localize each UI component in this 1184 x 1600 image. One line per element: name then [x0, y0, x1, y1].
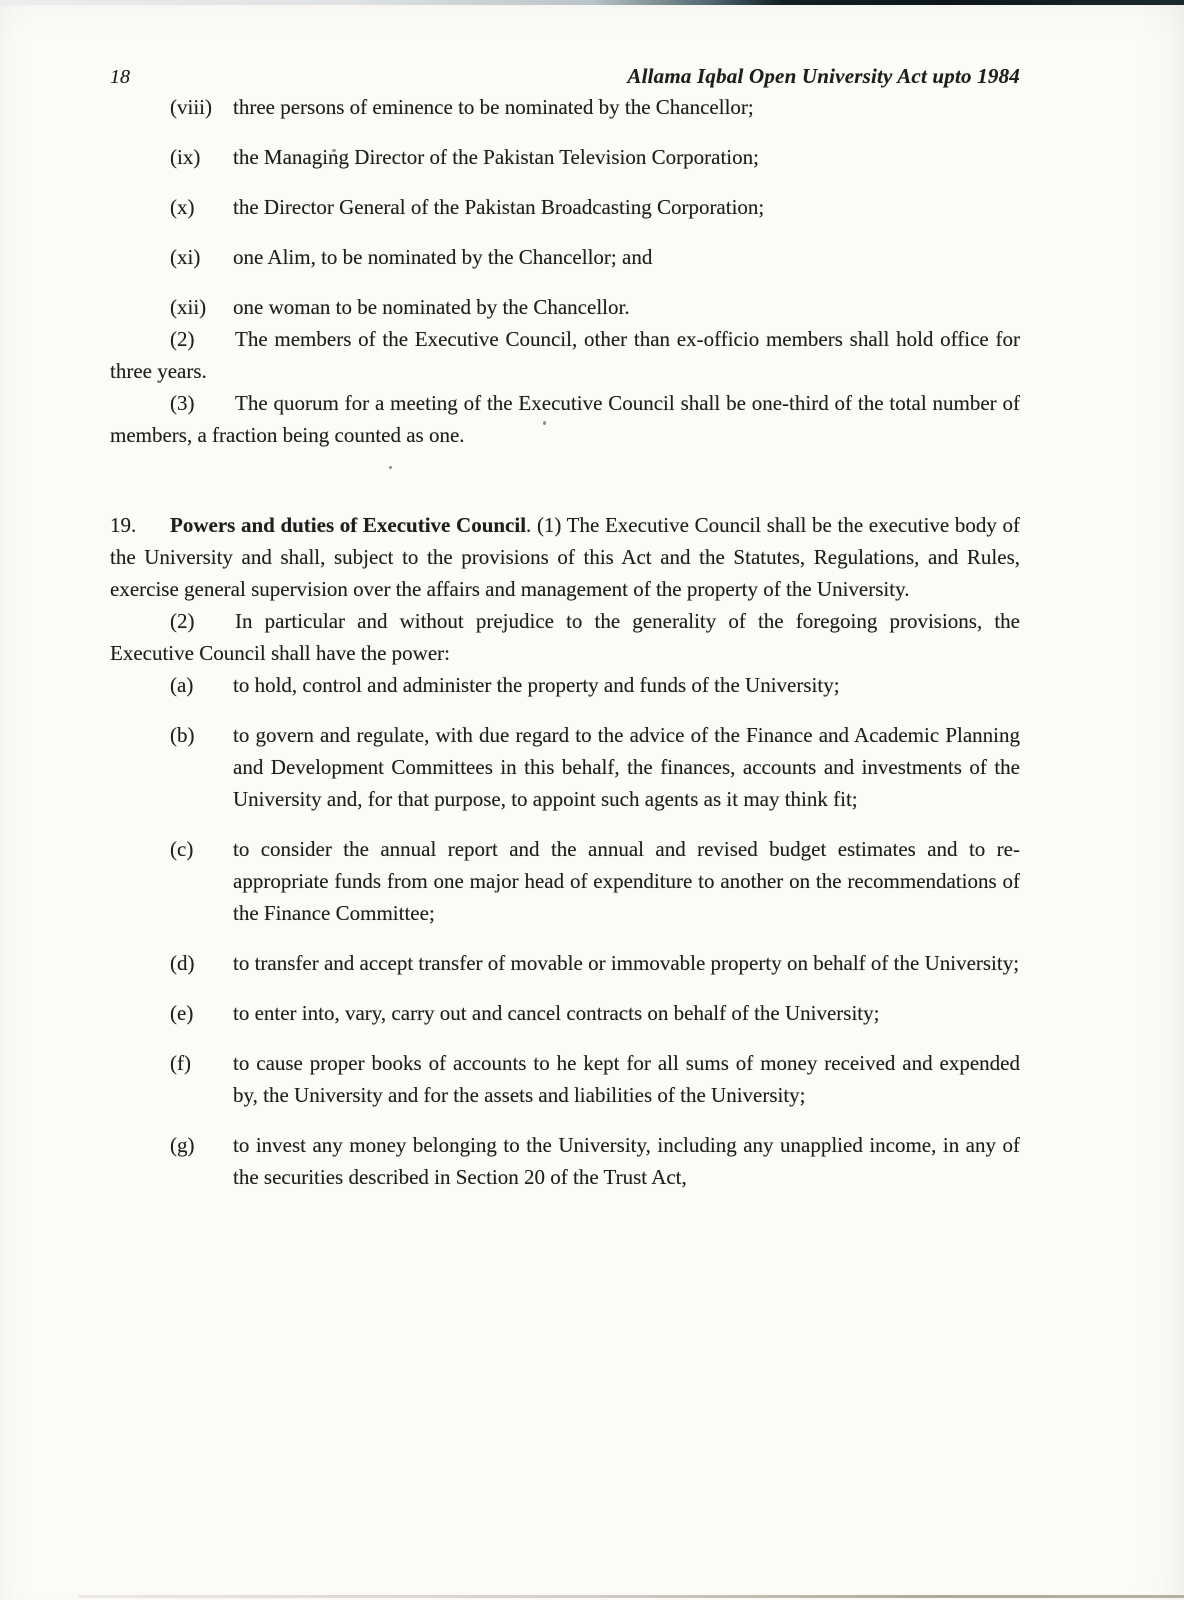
- page-content: [110, 62, 1020, 1193]
- paragraph-members-tenure: [110, 323, 1020, 387]
- list-item-text: three persons of eminence to be nominated by the Chancellor;: [233, 95, 754, 119]
- page-number: 18: [110, 66, 130, 88]
- list-item-label: (x): [170, 195, 195, 219]
- list-item-text: to cause proper books of accounts to he kept for all sums of money received and expended by, the University and for the assets and liabilities of the University;: [233, 1051, 1020, 1107]
- list-item: [110, 191, 1020, 223]
- list-item: [110, 669, 1020, 701]
- section-number: 19.: [110, 513, 137, 537]
- list-item-label: (a): [170, 673, 194, 697]
- list-item: [110, 833, 1020, 929]
- list-item-text: the Managing Director of the Pakistan Television Corporation;: [233, 145, 759, 169]
- list-item-text: to enter into, vary, carry out and cancel contracts on behalf of the University;: [233, 1001, 880, 1025]
- list-item-label: (xii): [170, 295, 207, 319]
- list-item: [110, 291, 1020, 323]
- section-body-text: . (1) The Executive Council shall be the executive body of the University and shall, subject to the provisions of this Act and the Statutes, Regulations, and Rules, exercise general supervision over the affairs and management of the property of the University.: [110, 513, 1021, 601]
- list-item: [110, 997, 1020, 1029]
- paragraph-quorum: [110, 387, 1020, 451]
- list-item-text: the Director General of the Pakistan Broadcasting Corporation;: [233, 195, 765, 219]
- list-item-label: (ix): [170, 145, 201, 169]
- list-item-text: to govern and regulate, with due regard to the advice of the Finance and Academic Planning and Development Committees in this behalf, the finances, accounts and investments of the University and, for that purpose, to appoint such agents as it may think fit;: [233, 723, 1020, 811]
- list-item: [110, 1129, 1020, 1193]
- list-item-label: (g): [170, 1133, 195, 1157]
- list-item-text: to hold, control and administer the property and funds of the University;: [233, 673, 840, 697]
- list-item-text: one Alim, to be nominated by the Chancellor; and: [233, 245, 653, 269]
- paragraph-text: In particular and without prejudice to the generality of the foregoing provisions, the Executive Council shall have the power:: [110, 609, 1020, 665]
- paragraph-in-particular: [110, 605, 1020, 669]
- paragraph-label: (2): [170, 327, 195, 351]
- list-item-label: (xi): [170, 245, 201, 269]
- paragraph-text: The members of the Executive Council, other than ex-officio members shall hold office for three years.: [110, 327, 1020, 383]
- section-19-paragraph: [110, 509, 1020, 605]
- paragraph-text: The quorum for a meeting of the Executive Council shall be one-third of the total number of members, a fraction being counted as one.: [110, 391, 1020, 447]
- list-item: [110, 91, 1020, 123]
- paragraph-label: (2): [170, 609, 195, 633]
- list-item: [110, 1047, 1020, 1111]
- scan-edge-top-strip: [0, 0, 1184, 5]
- list-item: [110, 241, 1020, 273]
- paragraph-label: (3): [170, 391, 195, 415]
- list-item: [110, 141, 1020, 173]
- list-item-text: to invest any money belonging to the University, including any unapplied income, in any of the securities described in Section 20 of the Trust Act,: [233, 1133, 1020, 1189]
- letter-list-powers: [110, 669, 1020, 1193]
- list-item-text: to consider the annual report and the annual and revised budget estimates and to re-appropriate funds from one major head of expenditure to another on the recommendations of the Finance Committee;: [233, 837, 1020, 925]
- list-item-label: (d): [170, 951, 195, 975]
- list-item-label: (f): [170, 1051, 191, 1075]
- page-header: [110, 62, 1020, 91]
- list-item-label: (e): [170, 1001, 194, 1025]
- list-item-text: one woman to be nominated by the Chancellor.: [233, 295, 630, 319]
- running-header-title: Allama Iqbal Open University Act upto 1984: [627, 64, 1020, 88]
- section-heading: Powers and duties of Executive Council: [170, 513, 527, 537]
- list-item-label: (c): [170, 837, 194, 861]
- list-item: [110, 719, 1020, 815]
- list-item-label: (viii): [170, 95, 212, 119]
- scan-edge-bottom-strip: [78, 1595, 1184, 1598]
- list-item-label: (b): [170, 723, 195, 747]
- list-item-text: to transfer and accept transfer of movable or immovable property on behalf of the University;: [233, 951, 1020, 975]
- roman-numeral-list: [110, 91, 1020, 323]
- list-item: [110, 947, 1020, 979]
